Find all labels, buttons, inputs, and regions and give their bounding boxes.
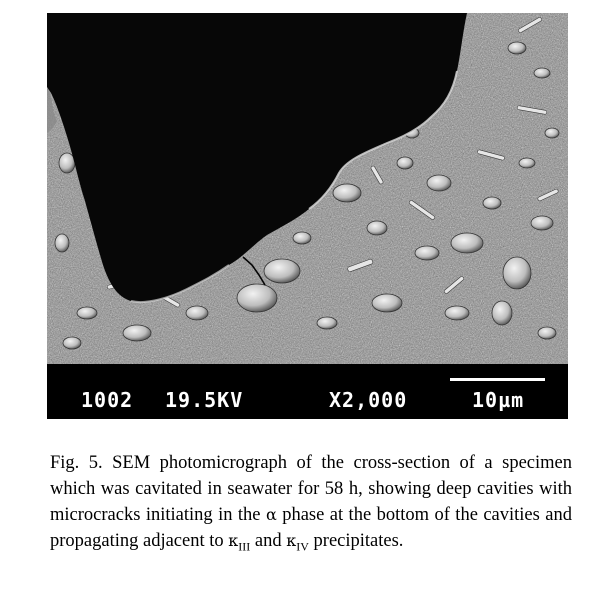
figure-caption [50,450,572,554]
scale-bar-label: 10µm [472,388,525,412]
kappa-symbol-2: κ [286,531,297,550]
alpha-symbol: α [265,505,277,524]
caption-text-1: SEM photomicrograph of the cross-section of a specimen which was cavitated in seawater for 58 h, showing deep cavities with microcracks initiating in the [50,453,572,525]
magnification: X2,000 [329,388,408,412]
caption-text-2: phase at the bottom of the cavities and propagating adjacent to [50,505,572,551]
scale-bar [450,378,545,381]
caption-text-3: and [250,531,287,551]
caption-label: Fig. 5. [50,453,103,473]
kappa-subscript-2: IV [296,539,309,554]
accelerating-voltage: 19.5KV [165,388,244,412]
kappa-symbol-1: κ [228,531,239,550]
sem-figure [47,13,568,419]
kappa-subscript-1: III [238,539,251,554]
sem-photomicrograph [47,13,568,364]
sem-databar [47,364,568,419]
caption-text-4: precipitates. [308,531,404,551]
photo-number: 1002 [81,388,134,412]
